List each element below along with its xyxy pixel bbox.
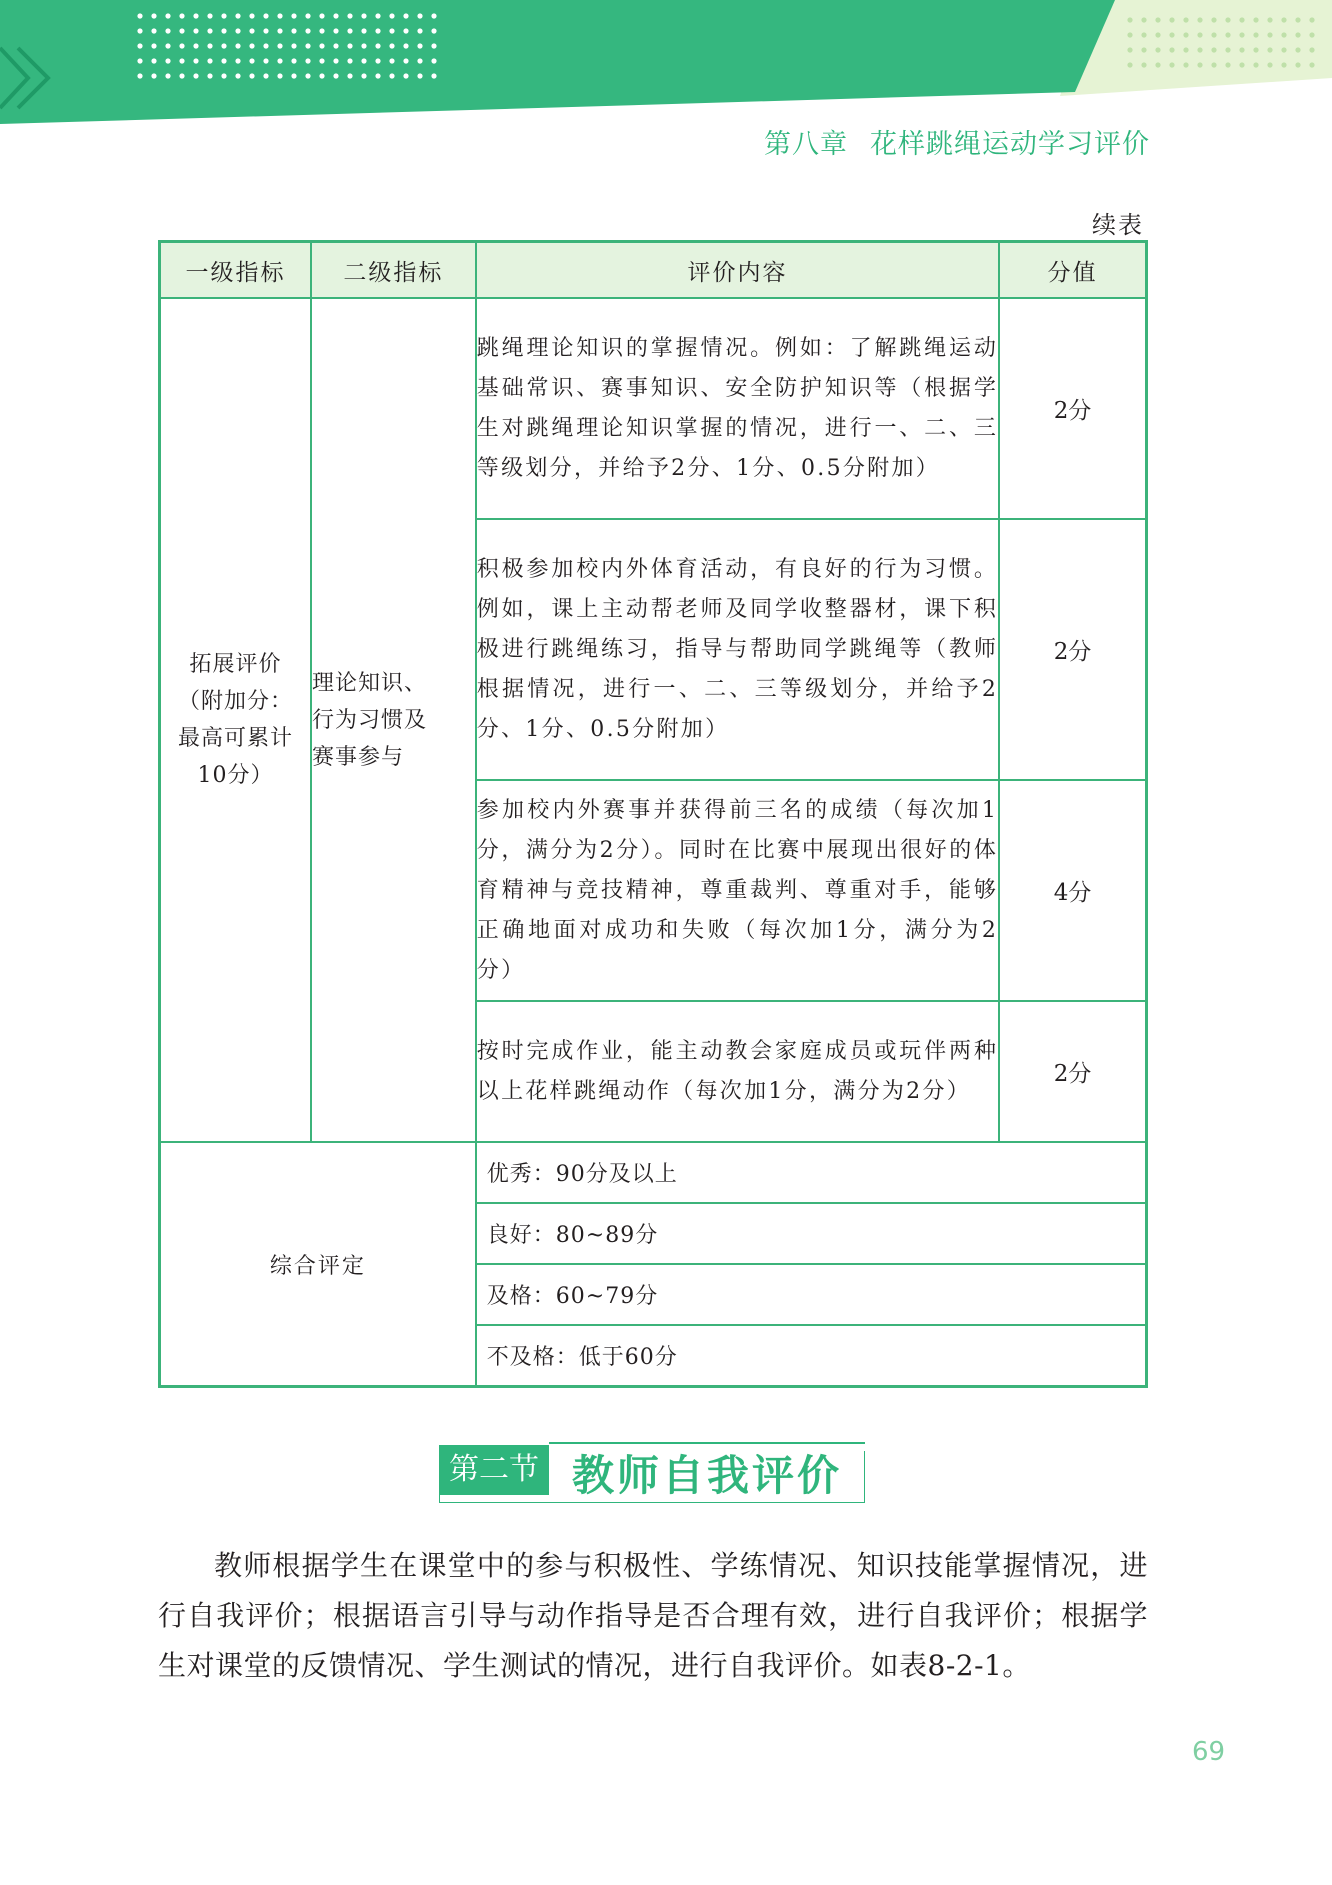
chapter-name: 花样跳绳运动学习评价	[870, 129, 1150, 160]
banner-dot	[333, 13, 338, 18]
banner-dot	[235, 13, 240, 18]
banner-dot	[207, 43, 212, 48]
chapter-number: 第八章	[764, 129, 848, 160]
banner-dot	[1295, 47, 1300, 52]
banner-dot	[1295, 32, 1300, 37]
banner-dot	[389, 43, 394, 48]
evaluation-table	[158, 240, 1148, 1388]
banner-dot	[1295, 62, 1300, 67]
banner-dot	[179, 43, 184, 48]
banner-dot	[1225, 32, 1230, 37]
banner-dot	[1183, 47, 1188, 52]
banner-dot	[1309, 62, 1314, 67]
banner-dot	[1197, 62, 1202, 67]
banner-dot	[207, 28, 212, 33]
banner-dot	[263, 13, 268, 18]
level1-line: （附加分：	[177, 689, 293, 714]
banner-dot	[403, 28, 408, 33]
banner-dot	[151, 43, 156, 48]
banner-dot	[193, 13, 198, 18]
banner-dot	[249, 13, 254, 18]
level2-line: 赛事参与	[311, 744, 404, 770]
banner-dot	[207, 58, 212, 63]
banner-dot	[333, 58, 338, 63]
banner-dot	[165, 28, 170, 33]
banner-dot	[1309, 32, 1314, 37]
grade-cell: 不及格：低于60分	[476, 1325, 1147, 1387]
banner-dot	[1309, 47, 1314, 52]
banner-dot	[389, 73, 394, 78]
banner-dot	[347, 13, 352, 18]
banner-dot	[1127, 17, 1132, 22]
banner-dot	[1169, 62, 1174, 67]
banner-dot	[375, 13, 380, 18]
banner-dot	[1197, 17, 1202, 22]
banner-dot	[221, 13, 226, 18]
banner-dot	[1253, 17, 1258, 22]
banner-dot	[417, 58, 422, 63]
banner-dot	[1169, 32, 1174, 37]
grade-cell: 及格：60~79分	[476, 1264, 1147, 1325]
banner-dot	[333, 28, 338, 33]
banner-dot	[361, 43, 366, 48]
banner-dot	[207, 73, 212, 78]
banner-dot	[305, 13, 310, 18]
banner-dot	[277, 73, 282, 78]
banner-dot	[305, 28, 310, 33]
table-row	[160, 298, 1147, 519]
banner-dot	[249, 58, 254, 63]
banner-dot	[235, 58, 240, 63]
score-cell: 4分	[999, 780, 1146, 1001]
banner-dot	[431, 43, 436, 48]
banner-dot	[1127, 32, 1132, 37]
banner-dot	[1239, 62, 1244, 67]
banner-dot	[375, 73, 380, 78]
banner-dot	[263, 43, 268, 48]
score-cell: 2分	[999, 1001, 1146, 1142]
banner-dot	[291, 43, 296, 48]
banner-dot	[1239, 32, 1244, 37]
banner-dot	[1197, 32, 1202, 37]
banner-dot	[403, 58, 408, 63]
banner-dot	[1295, 17, 1300, 22]
banner-dot	[235, 43, 240, 48]
banner-dot	[1183, 32, 1188, 37]
grade-row	[160, 1142, 1147, 1203]
banner-dot	[263, 73, 268, 78]
banner-dot	[235, 28, 240, 33]
banner-dot	[151, 28, 156, 33]
banner-dot	[333, 43, 338, 48]
banner-dot	[1253, 62, 1258, 67]
banner-dot	[347, 58, 352, 63]
grade-cell: 优秀：90分及以上	[476, 1142, 1147, 1203]
banner-dot	[403, 13, 408, 18]
banner-dot	[1253, 47, 1258, 52]
banner-dot	[151, 13, 156, 18]
banner-dot	[1183, 17, 1188, 22]
banner-dot	[1267, 47, 1272, 52]
banner-dot	[375, 43, 380, 48]
banner-dot	[1281, 62, 1286, 67]
banner-dot	[375, 28, 380, 33]
banner-dot	[347, 73, 352, 78]
header-content: 评价内容	[476, 242, 999, 299]
banner-dot	[1239, 47, 1244, 52]
banner-dot	[179, 73, 184, 78]
banner-dot	[361, 13, 366, 18]
banner-dot	[291, 28, 296, 33]
banner-dot	[1183, 62, 1188, 67]
banner-dot	[221, 58, 226, 63]
banner-dot	[277, 13, 282, 18]
banner-dot	[1141, 62, 1146, 67]
banner-dot	[1141, 17, 1146, 22]
level1-line: 最高可累计	[177, 726, 293, 751]
banner-dot	[193, 58, 198, 63]
banner-dot	[1127, 47, 1132, 52]
banner-dot	[291, 13, 296, 18]
level1-line: 拓展评价	[189, 652, 282, 677]
banner-dot	[375, 58, 380, 63]
section-title: 教师自我评价	[572, 1451, 843, 1500]
banner-dot	[1211, 47, 1216, 52]
banner-dot	[361, 58, 366, 63]
banner-dot	[319, 13, 324, 18]
banner-dot	[1169, 17, 1174, 22]
banner-dot	[389, 13, 394, 18]
banner-dot	[221, 28, 226, 33]
content-cell: 积极参加校内外体育活动，有良好的行为习惯。例如，课上主动帮老师及同学收整器材，课下积极进行跳绳练习，指导与帮助同学跳绳等（教师根据情况，进行一、二、三等级划分，并给予2分、1分、0.5分附加）	[476, 519, 999, 780]
banner-dot	[1211, 32, 1216, 37]
summary-label: 综合评定	[160, 1142, 476, 1387]
banner-dot	[1267, 17, 1272, 22]
banner-dot	[165, 58, 170, 63]
banner-dot	[1141, 32, 1146, 37]
banner-dot	[137, 43, 142, 48]
body-paragraph: 教师根据学生在课堂中的参与积极性、学练情况、知识技能掌握情况，进行自我评价；根据语言引导与动作指导是否合理有效，进行自我评价；根据学生对课堂的反馈情况、学生测试的情况，进行自我评价。如表8-2-1。	[158, 1549, 1148, 1682]
banner-dot	[221, 73, 226, 78]
banner-dot	[389, 28, 394, 33]
header-banner	[0, 0, 1332, 130]
banner-dot	[1141, 47, 1146, 52]
grade-cell: 良好：80~89分	[476, 1203, 1147, 1264]
banner-dot	[1253, 32, 1258, 37]
banner-dot	[235, 73, 240, 78]
banner-dot	[151, 73, 156, 78]
banner-dot	[333, 73, 338, 78]
chapter-title	[764, 122, 1150, 161]
banner-dot	[431, 13, 436, 18]
banner-dot	[1155, 47, 1160, 52]
banner-dot	[193, 43, 198, 48]
banner-dot	[305, 73, 310, 78]
banner-dot	[1211, 62, 1216, 67]
banner-dot	[165, 73, 170, 78]
banner-dot	[1281, 17, 1286, 22]
banner-dot	[179, 28, 184, 33]
header-level1: 一级指标	[160, 242, 311, 299]
banner-dot	[1225, 47, 1230, 52]
banner-dot	[1155, 17, 1160, 22]
level2-indicator	[311, 298, 476, 1142]
banner-dot	[417, 73, 422, 78]
score-cell: 2分	[999, 519, 1146, 780]
banner-dot	[221, 43, 226, 48]
banner-dot	[193, 28, 198, 33]
banner-dot	[137, 13, 142, 18]
banner-dot	[179, 58, 184, 63]
banner-dot	[1127, 62, 1132, 67]
content-cell: 参加校内外赛事并获得前三名的成绩（每次加1分，满分为2分）。同时在比赛中展现出很好的体育精神与竞技精神，尊重裁判、尊重对手，能够正确地面对成功和失败（每次加1分，满分为2分）	[476, 780, 999, 1001]
table-continued-label: 续表	[1092, 211, 1144, 239]
banner-dot	[249, 28, 254, 33]
banner-dot	[1155, 62, 1160, 67]
banner-dot	[1225, 17, 1230, 22]
banner-dot	[277, 28, 282, 33]
page-number: 69	[1192, 1737, 1226, 1767]
banner-dot	[431, 28, 436, 33]
header-level2: 二级指标	[311, 242, 476, 299]
banner-dot	[305, 58, 310, 63]
banner-dot	[417, 43, 422, 48]
banner-dot	[389, 58, 394, 63]
banner-dot	[1155, 32, 1160, 37]
content-cell: 按时完成作业，能主动教会家庭成员或玩伴两种以上花样跳绳动作（每次加1分，满分为2分）	[476, 1001, 999, 1142]
banner-dot	[1225, 62, 1230, 67]
banner-dot	[1239, 17, 1244, 22]
banner-dot	[165, 13, 170, 18]
banner-dot	[319, 58, 324, 63]
banner-dot	[151, 58, 156, 63]
banner-dot	[1281, 32, 1286, 37]
banner-dot	[277, 43, 282, 48]
banner-dot	[347, 28, 352, 33]
banner-dot	[179, 13, 184, 18]
score-cell: 2分	[999, 298, 1146, 519]
banner-dot	[277, 58, 282, 63]
banner-dot	[319, 73, 324, 78]
header-score: 分值	[999, 242, 1146, 299]
banner-dot	[165, 43, 170, 48]
table-header-row	[160, 242, 1147, 299]
banner-dot	[403, 43, 408, 48]
banner-dot	[249, 43, 254, 48]
banner-dot	[403, 73, 408, 78]
banner-dot	[417, 28, 422, 33]
banner-dot	[263, 58, 268, 63]
banner-dot	[319, 43, 324, 48]
banner-dot	[305, 43, 310, 48]
banner-dot	[291, 58, 296, 63]
banner-dot	[137, 58, 142, 63]
level2-line: 理论知识、	[311, 670, 427, 696]
banner-dot	[1281, 47, 1286, 52]
banner-dot	[1169, 47, 1174, 52]
banner-dot	[263, 28, 268, 33]
banner-dot	[291, 73, 296, 78]
banner-dot	[1267, 62, 1272, 67]
banner-dot	[361, 28, 366, 33]
banner-dot	[361, 73, 366, 78]
banner-dot	[431, 73, 436, 78]
banner-dot	[319, 28, 324, 33]
banner-dot	[193, 73, 198, 78]
banner-dot	[417, 13, 422, 18]
banner-dot	[207, 13, 212, 18]
banner-dot	[431, 58, 436, 63]
banner-dot	[137, 73, 142, 78]
banner-dot	[137, 28, 142, 33]
level1-indicator	[160, 298, 311, 1142]
banner-dot	[1211, 17, 1216, 22]
banner-dot	[1197, 47, 1202, 52]
level2-line: 行为习惯及	[311, 707, 427, 733]
banner-dot	[249, 73, 254, 78]
banner-dot	[1267, 32, 1272, 37]
level1-line: 10分）	[197, 763, 274, 788]
section-tag: 第二节	[439, 1445, 549, 1495]
banner-dot	[347, 43, 352, 48]
content-cell: 跳绳理论知识的掌握情况。例如：了解跳绳运动基础常识、赛事知识、安全防护知识等（根据学生对跳绳理论知识掌握的情况，进行一、二、三等级划分，并给予2分、1分、0.5分附加）	[476, 298, 999, 519]
banner-dot	[1309, 17, 1314, 22]
